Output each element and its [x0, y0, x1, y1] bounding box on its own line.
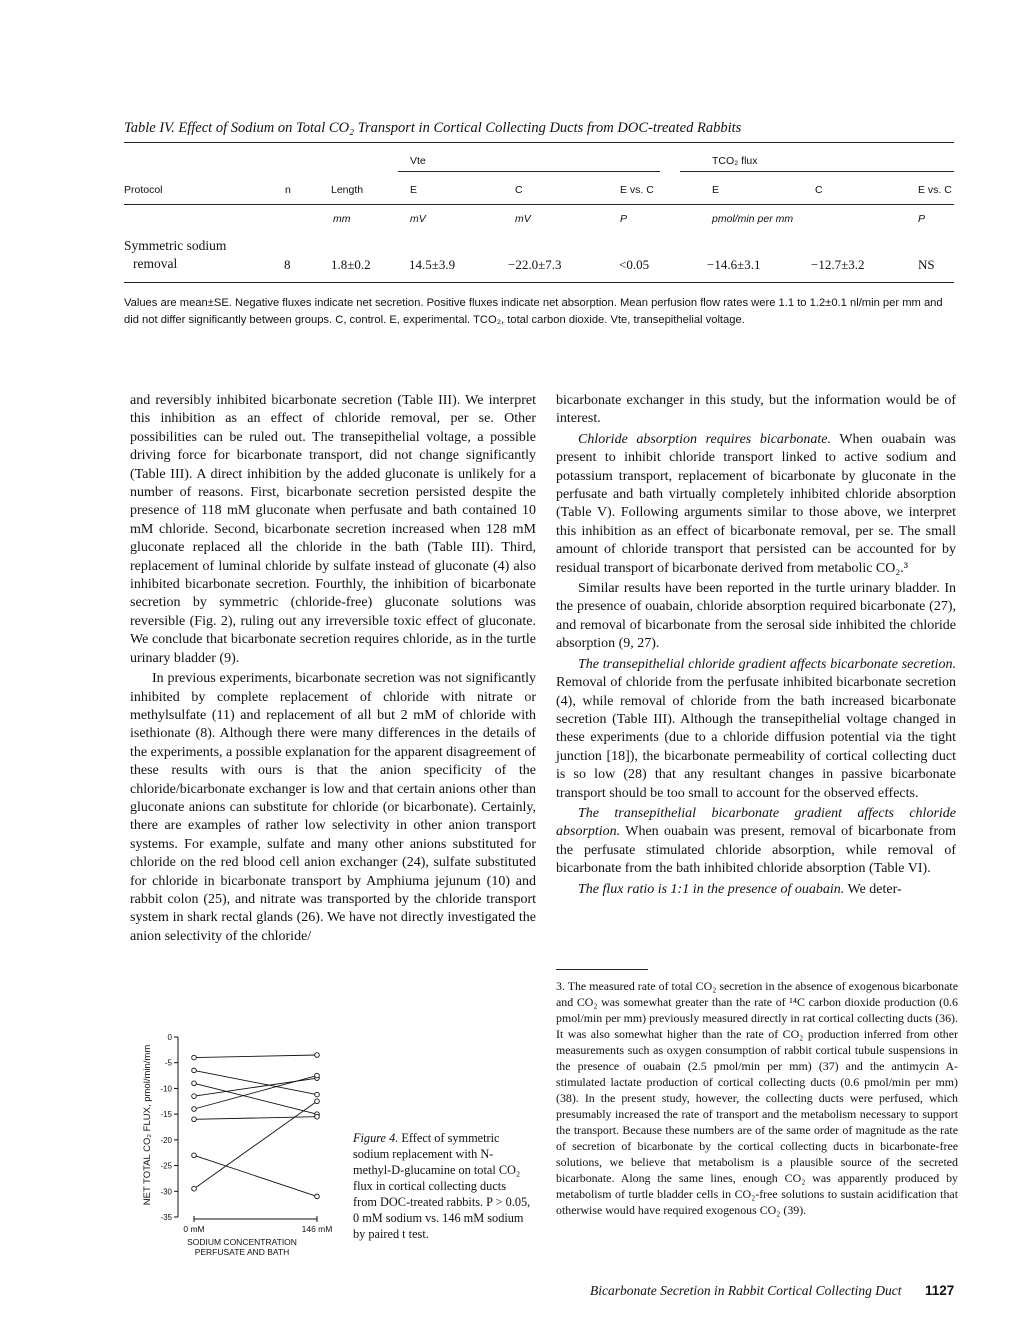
y-tick-label: -20 [160, 1135, 172, 1145]
y-axis-label: NET TOTAL CO₂ FLUX, pmol/min/mm [142, 1044, 153, 1206]
data-point [315, 1099, 320, 1104]
series-line [194, 1055, 317, 1058]
right-paragraph-4-text: Removal of chloride from the perfusate inhibited bicarbonate secretion (4), while removal of chloride from the bath increased bicarbonate secretion (Table III). Although the transepithelial voltage changed in these experiments (due to a chloride diffusion potential via the tight junction [18]), the bicarbonate permeability of cortical collecting duct is so low (28) that any resultant changes in passive bicarbonate transport should be too small to account for the observed effects. [556, 675, 956, 801]
series-line [194, 1076, 317, 1109]
data-point [315, 1114, 320, 1119]
y-tick-label: -25 [160, 1161, 172, 1171]
data-point [192, 1117, 197, 1122]
right-paragraph-6 [556, 881, 956, 899]
header-protocol: Protocol [124, 184, 163, 196]
tco2-group-rule [680, 171, 954, 172]
right-paragraph-5 [556, 805, 956, 879]
vte-group-rule [398, 171, 660, 172]
y-tick-label: -30 [160, 1187, 172, 1197]
row-label-line1: Symmetric sodium [124, 238, 227, 253]
cell-n: 8 [284, 257, 291, 272]
data-point [192, 1068, 197, 1073]
data-point [192, 1055, 197, 1060]
table-footnote: Values are mean±SE. Negative fluxes indicate net secretion. Positive fluxes indicate net absorption. Mean perfusion flow rates were 1.1 to 1.2±0.1 nl/min per mm and did not differ significantly between groups. C, control. E, experimental. TCO₂, total carbon dioxide. Vte, transepithelial voltage. [124, 297, 943, 326]
right-paragraph-1: bicarbonate exchanger in this study, but the information would be of interest. [556, 393, 956, 427]
unit-length: mm [333, 213, 351, 225]
table-header-rule [124, 204, 954, 205]
y-tick-label: -10 [160, 1084, 172, 1094]
table-bottom-rule [124, 282, 954, 283]
figure-caption-text: Effect of symmetric sodium replacement with N-methyl-D-glucamine on total CO₂ flux in cortical collecting ducts from DOC-treated rabbits. P > 0.05, 0 mM sodium vs. 146 mM sodium by paired t test. [353, 1131, 531, 1241]
cell-vte-p: <0.05 [619, 257, 650, 272]
data-point [192, 1081, 197, 1086]
right-paragraph-2 [556, 431, 956, 578]
series-line [194, 1117, 317, 1120]
cell-length: 1.8±0.2 [331, 257, 371, 272]
y-tick-label: -35 [160, 1213, 172, 1222]
figure-caption-label: Figure 4. [353, 1131, 399, 1145]
cell-flux-p: NS [918, 257, 935, 272]
unit-vte-p: P [620, 213, 628, 225]
unit-vte-c: mV [515, 213, 531, 225]
group-header-vte: Vte [410, 155, 426, 167]
x-axis-label-line1: SODIUM CONCENTRATION [187, 1237, 297, 1247]
header-flux-c: C [815, 184, 823, 196]
data-point [192, 1094, 197, 1099]
right-paragraph-4 [556, 656, 956, 803]
heading-bicarbonate-gradient: The transepithelial bicarbonate gradient affects chloride absorption. [556, 805, 956, 840]
right-column [556, 392, 956, 899]
data-point [315, 1194, 320, 1199]
table-caption: Table IV. Effect of Sodium on Total CO₂ Transport in Cortical Collecting Ducts from DOC-treated Rabbits [124, 120, 742, 136]
y-tick-label: -15 [160, 1110, 172, 1120]
cell-flux-c: −12.7±3.2 [811, 257, 865, 272]
header-vte-c: C [515, 184, 523, 196]
figure-4-caption [353, 1130, 531, 1242]
unit-vte-e: mV [410, 213, 426, 225]
cell-vte-c: −22.0±7.3 [508, 257, 562, 272]
x-axis [183, 1216, 332, 1234]
series-line [194, 1070, 317, 1094]
left-paragraph-1: and reversibly inhibited bicarbonate secretion (Table III). We interpret this inhibition as an effect of chloride removal, per se. Other possibilities can be ruled out. The transepithelial voltage, a possible driving force for bicarbonate transport, did not change significantly (Table III). A direct inhibition by the added gluconate is unlikely for a number of reasons. First, bicarbonate secretion persisted despite the presence of 118 mM gluconate when perfusate and bath contained 10 mM chloride. Second, bicarbonate secretion increased when 128 mM gluconate replaced all the chloride in the bath (Table III). Third, replacement of luminal chloride by sulfate instead of gluconate (4) also inhibited bicarbonate secretion. Fourthly, the inhibition of bicarbonate secretion by symmetric (chloride-free) gluconate solutions was reversible (Fig. 2), ruling out any irreversible toxic effect of gluconate. We conclude that bicarbonate secretion requires chloride, as in the turtle urinary bladder (9). [130, 393, 536, 666]
y-axis [160, 1033, 178, 1222]
table-top-rule [124, 142, 954, 143]
unit-flux: pmol/min per mm [712, 213, 794, 225]
heading-chloride-gradient: The transepithelial chloride gradient affects bicarbonate secretion. [578, 656, 956, 672]
left-column [130, 392, 536, 946]
right-paragraph-2-text: When ouabain was present to inhibit chloride transport linked to active sodium and potassium transport, replacement of bicarbonate by gluconate in the perfusate and bath virtually completely inhibited chloride absorption (Table V). Following arguments similar to those above, we interpret this inhibition as an effect of bicarbonate removal, per se. The small amount of chloride transport that persisted can be accounted for by residual transport of bicarbonate derived from metabolic CO₂.³ [556, 431, 956, 576]
data-point [192, 1186, 197, 1191]
cell-flux-e: −14.6±3.1 [707, 257, 761, 272]
data-point [192, 1107, 197, 1112]
footnote-3: 3. The measured rate of total CO₂ secretion in the absence of exogenous bicarbonate and CO₂ was somewhat greater than the rate of ¹⁴C carbon dioxide production (0.6 pmol/min per mm) previously measured directly in rat cortical collecting ducts (36). It was also somewhat higher than the rate of CO₂ production inferred from other measurements such as oxygen consumption of rabbit cortical tubule suspensions in the presence of ouabain (2.5 pmol/min per mm) (37) and the antimycin A-stimulated lactate production of cortical collecting ducts (0.6 pmol/min per mm) (38). In the present study, however, the collecting ducts were perfused, which presumably increased the rate of transport and the metabolism necessary to support the transport. Because these numbers are of the same order of magnitude as the rate of secretion of bicarbonate by the cortical collecting ducts in bicarbonate-free solutions, we believe that metabolism is a plausible source of the secreted bicarbonate. Along the same lines, enough CO₂ was apparently produced by metabolism of turtle bladder cells in CO₂-free solutions to sustain acidification that otherwise would have required exogenous CO₂ (39). [556, 979, 958, 1217]
y-tick-label: 0 [167, 1033, 172, 1042]
data-series [192, 1053, 320, 1199]
unit-flux-p: P [918, 213, 926, 225]
header-flux-p: E vs. C [918, 184, 952, 196]
data-point [315, 1092, 320, 1097]
header-n: n [285, 184, 291, 196]
series-line [194, 1083, 317, 1114]
figure-4-chart [130, 1025, 340, 1265]
data-point [315, 1073, 320, 1078]
running-title: Bicarbonate Secretion in Rabbit Cortical Collecting Duct [590, 1283, 902, 1298]
right-paragraph-5-text: When ouabain was present, removal of bicarbonate from the perfusate stimulated chloride absorption, while removal of bicarbonate from the bath inhibited chloride absorption (Table VI). [556, 824, 956, 877]
right-paragraph-6-text: We deter- [844, 881, 902, 897]
left-paragraph-2: In previous experiments, bicarbonate secretion was not significantly inhibited by complete replacement of chloride with nitrate or methylsulfate (11) and replacement of all but 2 mM of chloride with isethionate (8). Although there were many differences in the details of the experiments, a possible explanation for the apparent disagreement of these results with ours is that the anion specificity of the chloride/bicarbonate exchanger is low and that certain anions other than gluconate anions can substitute for chloride (or bicarbonate). Certainly, there are examples of rather low selectivity in other anion transport systems. For example, sulfate and many other anions substituted for chloride on the red blood cell anion exchanger (24), sulfate substituted for chloride in bicarbonate transport by Amphiuma jejunum (10) and rabbit colon (25), and nitrate was transported by the chloride transport system in shark rectal glands (26). We have not directly investigated the anion selectivity of the chloride/ [130, 671, 536, 944]
page-number: 1127 [925, 1283, 955, 1298]
header-vte-p: E vs. C [620, 184, 654, 196]
header-vte-e: E [410, 184, 418, 196]
y-tick-label: -5 [164, 1058, 172, 1068]
row-label-line2: removal [133, 256, 178, 271]
right-paragraph-3: Similar results have been reported in the turtle urinary bladder. In the presence of ouabain, chloride absorption required bicarbonate (27), and removal of bicarbonate from the serosal side inhibited the chloride absorption (9, 27). [556, 581, 956, 652]
header-length: Length [331, 184, 364, 196]
heading-flux-ratio: The flux ratio is 1:1 in the presence of ouabain. [578, 881, 845, 897]
x-axis-label-line2: PERFUSATE AND BATH [194, 1247, 290, 1257]
group-header-tco2: TCO₂ flux [712, 155, 758, 167]
header-flux-e: E [712, 184, 720, 196]
data-point [315, 1053, 320, 1058]
cell-vte-e: 14.5±3.9 [409, 257, 456, 272]
footnote-rule [556, 969, 648, 970]
heading-chloride-absorption: Chloride absorption requires bicarbonate. [578, 431, 831, 447]
data-point [192, 1153, 197, 1158]
x-tick-label: 0 mM [183, 1224, 205, 1234]
x-tick-label: 146 mM [301, 1224, 333, 1234]
